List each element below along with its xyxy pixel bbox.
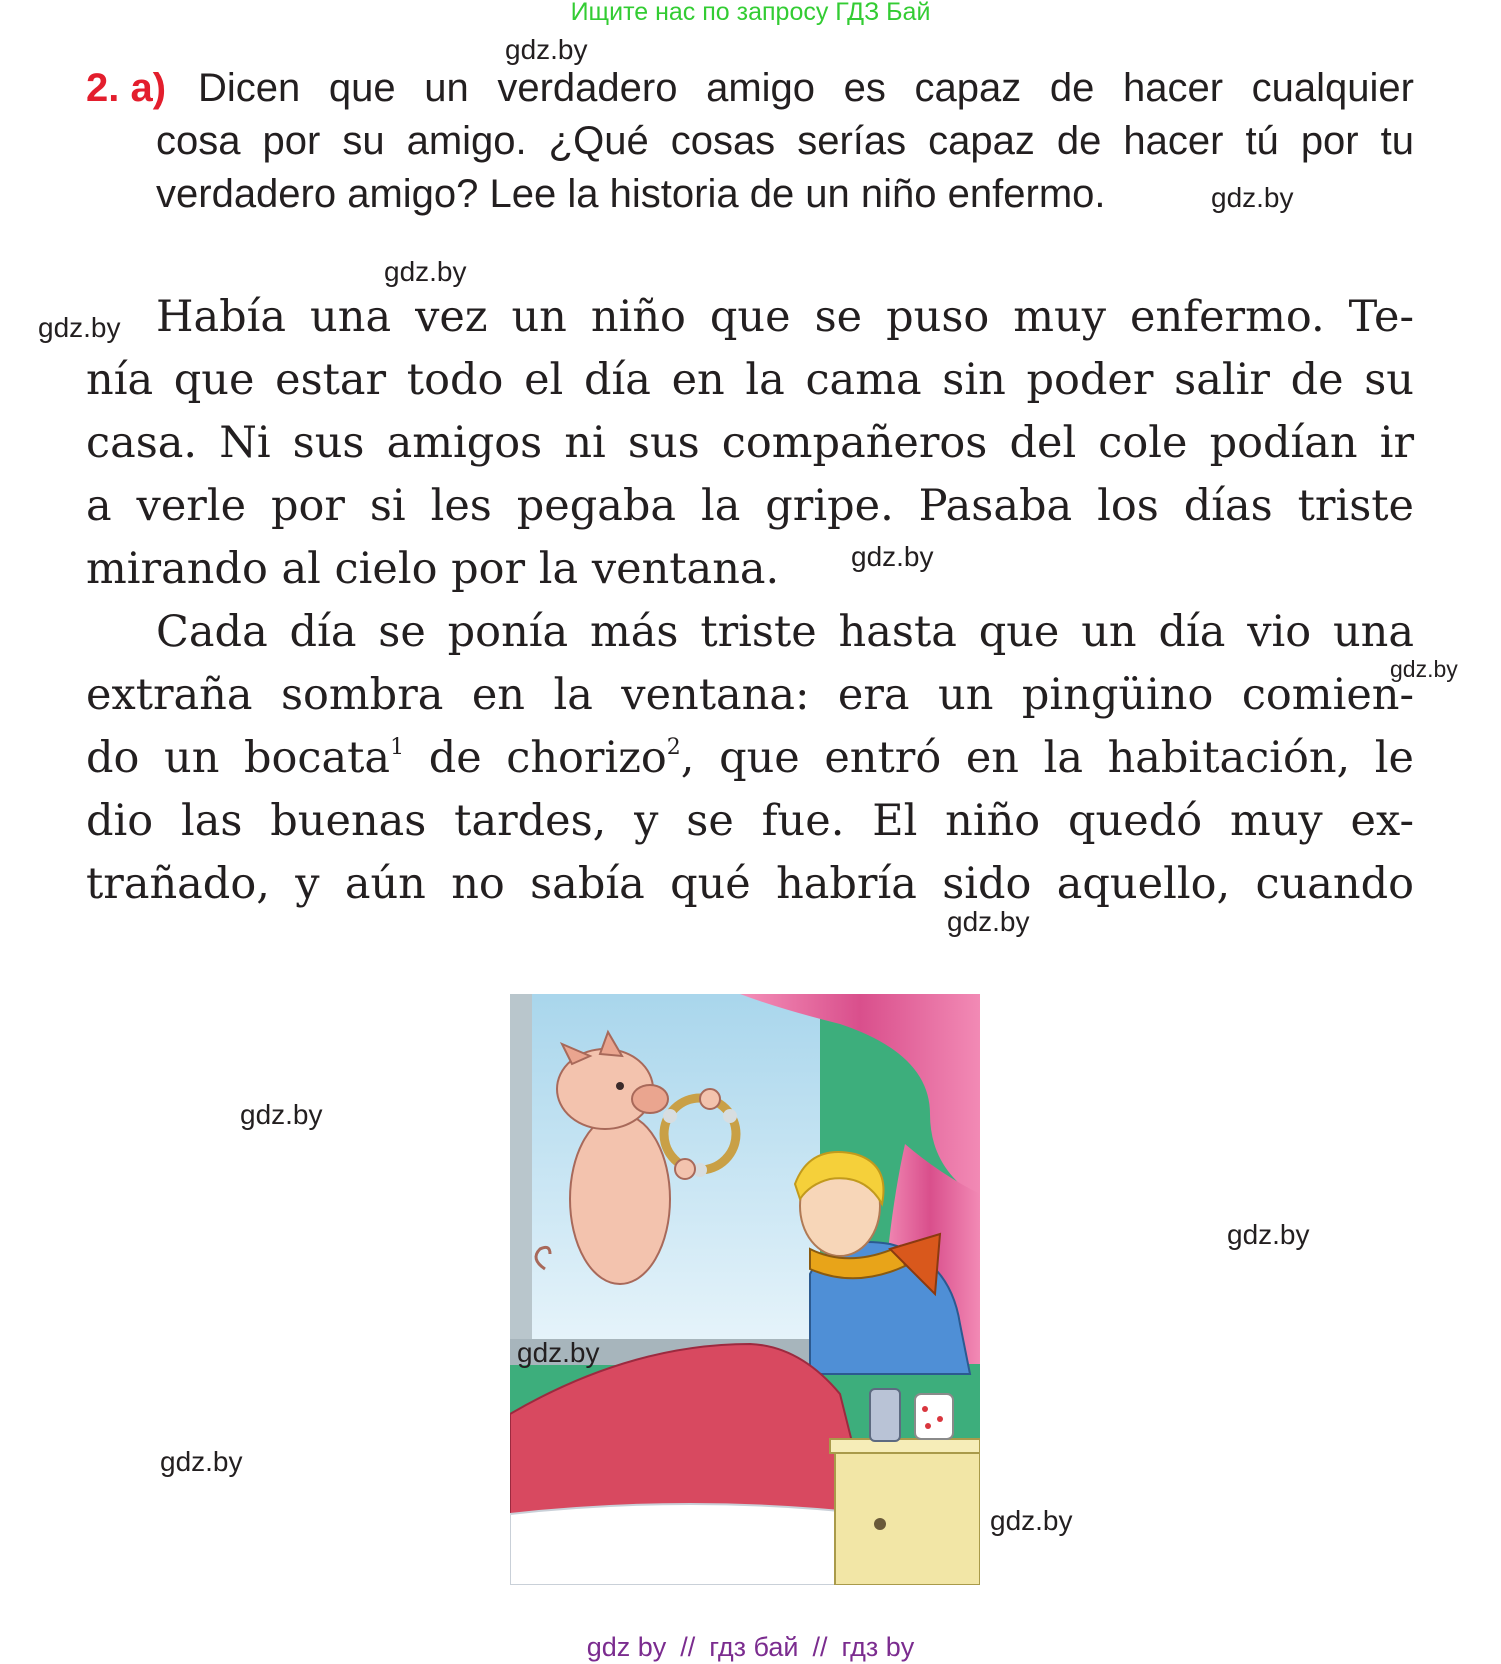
footer-link[interactable]: gdz by <box>586 1632 667 1662</box>
watermark: gdz.by <box>1390 656 1458 682</box>
footnote-marker[interactable]: 2 <box>666 735 681 760</box>
task-line: verdadero amigo? Lee la historia de un niño enfermo. <box>156 172 1106 216</box>
task-number: 2. <box>86 66 120 110</box>
story-line: extraña sombra en la ventana: era un pingüino comien- <box>86 670 1414 720</box>
story-line: trañado, y aún no sabía qué habría sido aquello, cuando <box>86 859 1414 909</box>
story-line: Había una vez un niño que se puso muy enfermo. Te- <box>156 292 1414 342</box>
site-banner[interactable]: Ищите нас по запросу ГДЗ Бай <box>570 0 931 26</box>
story-line: a verle por si les pegaba la gripe. Pasaba los días triste <box>86 481 1414 531</box>
footer-link[interactable]: гдз бай <box>709 1632 799 1662</box>
footer-link[interactable]: гдз by <box>841 1632 915 1662</box>
watermark: gdz.by <box>505 34 588 65</box>
watermark: gdz.by <box>517 1337 600 1368</box>
task-letter: a) <box>130 66 167 110</box>
watermark: gdz.by <box>947 906 1030 937</box>
watermark: gdz.by <box>160 1446 243 1477</box>
footnote-marker[interactable]: 1 <box>390 735 405 760</box>
task-heading <box>86 62 166 114</box>
story-line: Cada día se ponía más triste hasta que un día vio una <box>156 607 1414 657</box>
footer-separator: // <box>680 1632 696 1662</box>
watermark: gdz.by <box>1211 182 1294 213</box>
task-line: Dicen que un verdadero amigo es capaz de hacer cualquier <box>198 66 1414 110</box>
watermark: gdz.by <box>240 1099 323 1130</box>
watermark: gdz.by <box>38 312 121 343</box>
story-illustration <box>510 994 980 1585</box>
story-text: de chorizo <box>404 733 667 783</box>
story-line <box>86 733 1414 783</box>
story-text: , que entró en la habitación, le <box>680 733 1414 783</box>
story-line: casa. Ni sus amigos ni sus compañeros del cole podían ir <box>86 418 1414 468</box>
watermark: gdz.by <box>851 541 934 572</box>
story-line: nía que estar todo el día en la cama sin poder salir de su <box>86 355 1414 405</box>
task-line: cosa por su amigo. ¿Qué cosas serías capaz de hacer tú por tu <box>156 119 1414 163</box>
story-line: dio las buenas tardes, y se fue. El niño quedó muy ex- <box>86 796 1414 846</box>
watermark: gdz.by <box>990 1505 1073 1536</box>
mug <box>915 1394 953 1439</box>
watermark: gdz.by <box>384 256 467 287</box>
watermark: gdz.by <box>1227 1219 1310 1250</box>
medicine-bottle <box>870 1389 900 1441</box>
story-line: mirando al cielo por la ventana. <box>86 544 780 594</box>
footer-links <box>0 1632 1501 1663</box>
footer-separator: // <box>812 1632 828 1662</box>
sheet <box>510 1504 870 1585</box>
story-text: do un bocata <box>86 733 391 783</box>
nightstand <box>835 1449 980 1585</box>
